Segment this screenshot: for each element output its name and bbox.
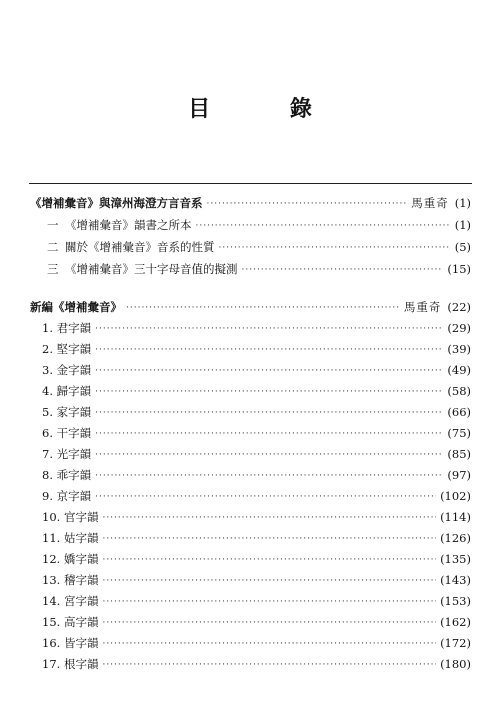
toc-part2-entry[interactable] — [30, 298, 471, 316]
section-number: 三 — [47, 262, 59, 276]
leader-dots — [95, 467, 443, 485]
rhyme-label: 6. 干字韻 — [42, 426, 92, 440]
rhyme-label: 12. 嬌字韻 — [42, 552, 99, 566]
leader-dots — [95, 383, 443, 401]
rhyme-label: 10. 官字韻 — [42, 510, 99, 524]
section-label: 《增補彙音》韻書之所本 — [65, 218, 192, 232]
toc-rhyme-entry[interactable] — [42, 655, 471, 673]
leader-dots — [102, 572, 436, 590]
section-number: 二 — [47, 240, 59, 254]
leader-dots — [219, 239, 451, 257]
leader-dots — [102, 656, 436, 674]
top-rule — [29, 183, 472, 184]
leader-dots — [102, 593, 436, 611]
leader-dots — [95, 425, 443, 443]
toc-rhyme-entry[interactable] — [42, 529, 471, 547]
leader-dots — [102, 551, 436, 569]
rhyme-label: 3. 金字韻 — [42, 363, 92, 377]
toc-rhyme-entry[interactable] — [42, 424, 471, 442]
toc-rhyme-entry[interactable] — [42, 382, 471, 400]
toc-rhyme-entry[interactable] — [42, 634, 471, 652]
rhyme-page: (102) — [440, 489, 471, 503]
rhyme-page: (114) — [440, 510, 471, 524]
rhyme-page: (135) — [440, 552, 471, 566]
leader-dots — [95, 320, 443, 338]
rhyme-label: 7. 光字韻 — [42, 447, 92, 461]
rhyme-label: 16. 皆字韻 — [42, 636, 99, 650]
rhyme-label: 8. 乖字韻 — [42, 468, 92, 482]
leader-dots — [207, 195, 408, 213]
toc-rhyme-entry[interactable] — [42, 361, 471, 379]
section-label: 《增補彙音》三十字母音值的擬測 — [65, 262, 238, 276]
leader-dots — [95, 404, 443, 422]
rhyme-page: (66) — [447, 405, 471, 419]
rhyme-label: 1. 君字韻 — [42, 321, 92, 335]
section-page: (1) — [454, 218, 471, 232]
rhyme-page: (58) — [447, 384, 471, 398]
rhyme-page: (29) — [447, 321, 471, 335]
toc-part1-entry[interactable] — [30, 194, 471, 212]
toc-rhyme-entry[interactable] — [42, 487, 471, 505]
rhyme-page: (126) — [440, 531, 471, 545]
section-page: (15) — [447, 262, 471, 276]
rhyme-label: 5. 家字韻 — [42, 405, 92, 419]
leader-dots — [95, 488, 436, 506]
toc-rhyme-entry[interactable] — [42, 340, 471, 358]
leader-dots — [242, 261, 444, 279]
leader-dots — [102, 635, 436, 653]
rhyme-label: 4. 歸字韻 — [42, 384, 92, 398]
rhyme-label: 9. 京字韻 — [42, 489, 92, 503]
toc-rhyme-entry[interactable] — [42, 550, 471, 568]
section-number: 一 — [47, 218, 59, 232]
toc-section-entry[interactable] — [47, 260, 471, 278]
leader-dots — [126, 299, 400, 317]
rhyme-label: 13. 稽字韻 — [42, 573, 99, 587]
part2-title: 新編《增補彙音》 — [30, 300, 122, 314]
rhyme-page: (143) — [440, 573, 471, 587]
leader-dots — [102, 509, 436, 527]
toc-rhyme-entry[interactable] — [42, 319, 471, 337]
section-label: 關於《增補彙音》音系的性質 — [65, 240, 215, 254]
leader-dots — [95, 341, 443, 359]
rhyme-label: 14. 宮字韻 — [42, 594, 99, 608]
leader-dots — [102, 530, 436, 548]
part1-author: 馬重奇 — [411, 196, 449, 210]
leader-dots — [102, 614, 436, 632]
toc-rhyme-entry[interactable] — [42, 592, 471, 610]
toc-rhyme-entry[interactable] — [42, 403, 471, 421]
rhyme-label: 11. 姑字韻 — [42, 531, 99, 545]
rhyme-label: 15. 高字韻 — [42, 615, 99, 629]
toc-rhyme-entry[interactable] — [42, 508, 471, 526]
rhyme-page: (49) — [447, 363, 471, 377]
toc-rhyme-entry[interactable] — [42, 571, 471, 589]
rhyme-page: (180) — [440, 657, 471, 671]
rhyme-label: 17. 根字韻 — [42, 657, 99, 671]
section-page: (5) — [454, 240, 471, 254]
toc-rhyme-entry[interactable] — [42, 466, 471, 484]
part1-page: (1) — [454, 196, 471, 210]
rhyme-label: 2. 堅字韻 — [42, 342, 92, 356]
part2-page: (22) — [447, 300, 471, 314]
rhyme-page: (97) — [447, 468, 471, 482]
toc-section-entry[interactable] — [47, 216, 471, 234]
toc-rhyme-entry[interactable] — [42, 613, 471, 631]
rhyme-page: (85) — [447, 447, 471, 461]
rhyme-page: (153) — [440, 594, 471, 608]
page-title: 目 錄 — [188, 96, 348, 122]
rhyme-page: (162) — [440, 615, 471, 629]
leader-dots — [95, 446, 443, 464]
toc-rhyme-entry[interactable] — [42, 445, 471, 463]
leader-dots — [196, 217, 451, 235]
toc-section-entry[interactable] — [47, 238, 471, 256]
part1-title: 《增補彙音》與漳州海澄方言音系 — [30, 196, 203, 210]
rhyme-page: (75) — [447, 426, 471, 440]
rhyme-page: (39) — [447, 342, 471, 356]
part2-author: 馬重奇 — [403, 300, 442, 314]
leader-dots — [95, 362, 443, 380]
rhyme-page: (172) — [440, 636, 471, 650]
